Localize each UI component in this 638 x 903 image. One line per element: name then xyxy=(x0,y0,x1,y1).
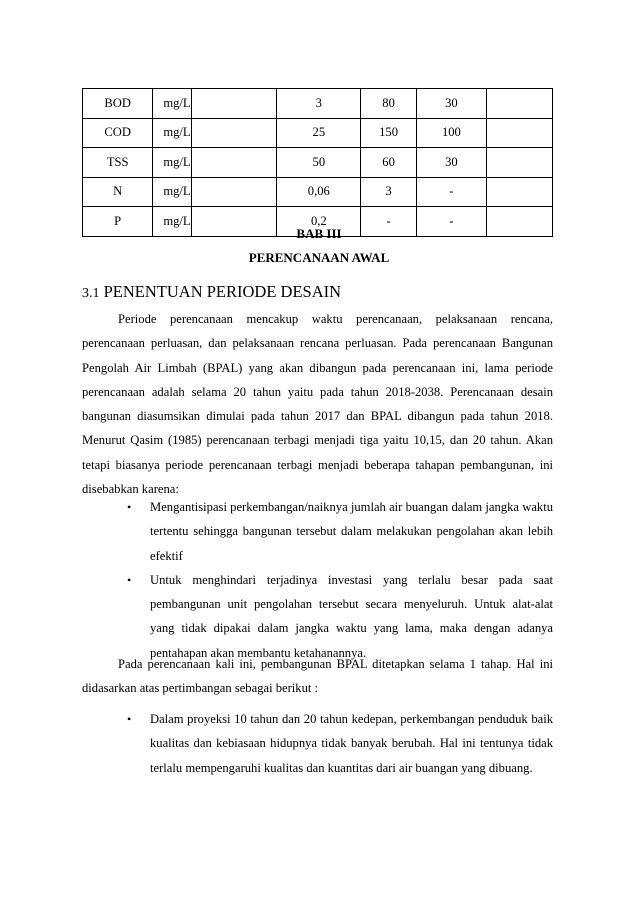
table-cell-value-1: 25 xyxy=(277,118,361,148)
list-item-text: Dalam proyeksi 10 tahun dan 20 tahun kedepan, perkembangan penduduk baik kualitas dan kebiasaan hidupnya tidak banyak berubah. Hal ini tentunya tidak terlalu mempengaruhi kualitas dan kuantitas dari air buangan yang dibuang. xyxy=(150,712,553,775)
table-cell-value-3: - xyxy=(416,177,486,207)
list-item xyxy=(82,707,553,780)
table-cell-empty xyxy=(191,148,277,178)
list-item xyxy=(82,568,553,665)
table-cell-parameter: N xyxy=(83,177,153,207)
bullet-icon: • xyxy=(127,572,132,587)
table-cell-parameter: BOD xyxy=(83,89,153,119)
table-cell-value-1: 3 xyxy=(277,89,361,119)
table-cell-value-3: 30 xyxy=(416,148,486,178)
table-cell-empty xyxy=(486,177,552,207)
parameter-table xyxy=(82,88,553,237)
table-cell-parameter: TSS xyxy=(83,148,153,178)
section-heading xyxy=(82,282,341,302)
bullet-icon: • xyxy=(127,500,132,514)
table-cell-value-2: 80 xyxy=(361,89,416,119)
table-row xyxy=(83,148,553,178)
paragraph-periode-perencanaan: Periode perencanaan mencakup waktu perencanaan, pelaksanaan rencana, perencanaan perluasan, dan pelaksanaan rencana perluasan. Pada perencanaan Bangunan Pengolah Air Limbah (BPAL) yang akan dibangun pada perencanaan ini, lama periode perencanaan adalah selama 20 tahun yaitu pada tahun 2018-2038. Perencanaan desain bangunan diasumsikan dimulai pada tahun 2017 dan BPAL dibangun pada tahun 2018. Menurut Qasim (1985) perencanaan terbagi menjadi tiga yaitu 10,15, dan 20 tahun. Akan tetapi biasanya periode perencanaan terbagi menjadi beberapa tahapan pembangunan, ini disebabkan karena: xyxy=(82,312,553,497)
table-cell-empty xyxy=(486,148,552,178)
chapter-number: BAB III xyxy=(296,226,342,241)
bullet-icon: • xyxy=(127,712,132,726)
table-cell-value-3: 100 xyxy=(416,118,486,148)
table-row xyxy=(83,89,553,119)
table-cell-value-1: 0,06 xyxy=(277,177,361,207)
list-item-text: Untuk menghindari terjadinya investasi yang terlalu besar pada saat pembangunan unit pengolahan tersebut secara menyeluruh. Untuk alat-alat yang tidak dipakai dalam jangka waktu yang lama, maka dengan adanya pentahapan akan membantu ketahanannya. xyxy=(150,572,553,660)
table-cell-empty xyxy=(486,89,552,119)
table-cell-value-2: 3 xyxy=(361,177,416,207)
list-item-text: Mengantisipasi perkembangan/naiknya jumlah air buangan dalam jangka waktu tertentu sehingga bangunan tersebut dalam melakukan pengolahan akan lebih efektif xyxy=(150,500,553,563)
section-title: PENENTUAN PERIODE DESAIN xyxy=(103,282,342,301)
section-number: 3.1 xyxy=(82,286,100,301)
table-cell-unit: mg/L xyxy=(153,118,191,148)
table-cell-parameter: COD xyxy=(83,118,153,148)
table-cell-value-3: 30 xyxy=(416,89,486,119)
table-cell-empty xyxy=(191,177,277,207)
paragraph-tahap-pembangunan: Pada perencanaan kali ini, pembangunan BPAL ditetapkan selama 1 tahap. Hal ini didasarkan atas pertimbangan sebagai berikut : xyxy=(82,657,553,696)
bullet-list-pertimbangan xyxy=(82,707,553,780)
table-row xyxy=(83,177,553,207)
table-cell-unit: mg/L xyxy=(153,177,191,207)
chapter-title: PERENCANAAN AWAL xyxy=(248,250,390,265)
table-cell-unit: mg/L xyxy=(153,89,191,119)
bullet-list-alasan xyxy=(82,495,553,665)
table-cell-value-2: - xyxy=(361,207,416,237)
table-cell-empty xyxy=(191,89,277,119)
table-cell-empty xyxy=(486,118,552,148)
table-cell-value-1: 0,2 xyxy=(277,207,361,237)
table-row xyxy=(83,118,553,148)
table-cell-value-1: 50 xyxy=(277,148,361,178)
table-cell-value-3: - xyxy=(416,207,486,237)
table-cell-unit: mg/L xyxy=(153,148,191,178)
list-item xyxy=(82,495,553,568)
table-cell-empty xyxy=(191,118,277,148)
table-cell-value-2: 60 xyxy=(361,148,416,178)
table-cell-unit: mg/L xyxy=(153,207,191,237)
table-cell-parameter: P xyxy=(83,207,153,237)
table-cell-value-2: 150 xyxy=(361,118,416,148)
